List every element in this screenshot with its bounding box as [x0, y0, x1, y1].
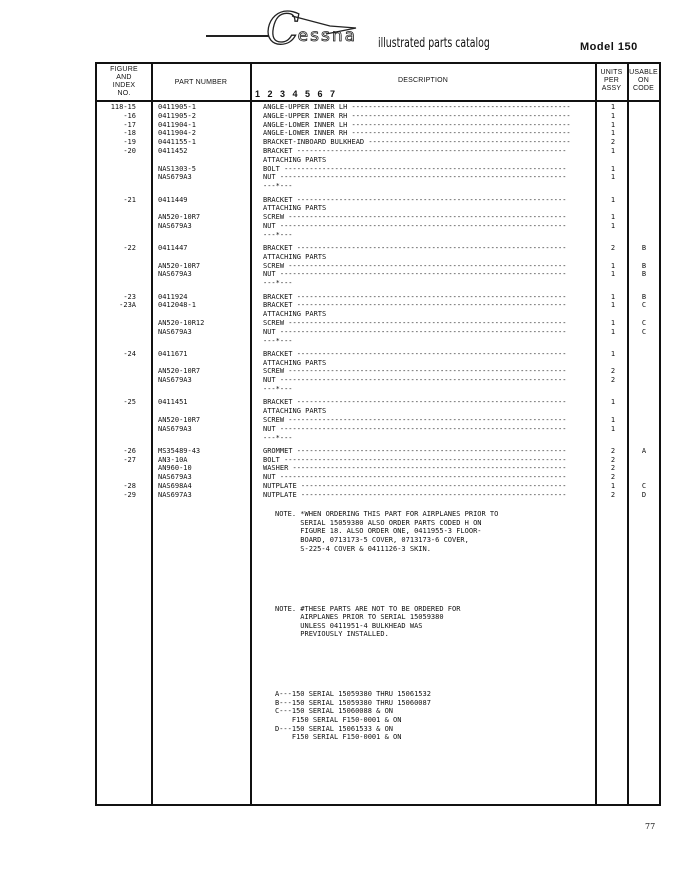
header-text: NO. [117, 90, 131, 97]
table-row [0, 173, 674, 182]
table-row [0, 425, 674, 434]
table-row [0, 182, 674, 191]
header-text: FIGURE [110, 66, 138, 73]
description-cell: ATTACHING PARTS [263, 155, 327, 164]
table-row [0, 447, 674, 456]
description-cell: ATTACHING PARTS [263, 310, 327, 319]
header-text: PER [604, 77, 619, 84]
page-number: 77 [645, 822, 656, 831]
header-rule [206, 35, 270, 37]
header-divider [95, 100, 661, 102]
usable-code-cell: B [641, 261, 647, 270]
description-cell: BRACKET ---------------------------------------------------------------- [263, 292, 567, 301]
usable-code-cell: C [641, 327, 647, 336]
table-row [0, 310, 674, 319]
table-row [0, 196, 674, 205]
description-cell: NUT -------------------------------------------------------------------- [263, 424, 567, 433]
table-row [0, 279, 674, 288]
description-cell: SCREW ------------------------------------------------------------------ [263, 261, 567, 270]
table-row [0, 253, 674, 262]
usable-code-cell: B [641, 244, 647, 252]
part-number-cell: AN520-10R7 [158, 367, 201, 376]
usable-code-cell: D [641, 490, 647, 499]
units-per-assy-cell: 1 [610, 424, 616, 433]
table-row [0, 204, 674, 213]
table-row [0, 319, 674, 328]
part-number-cell: NAS679A3 [158, 376, 192, 385]
description-cell: BRACKET ---------------------------------------------------------------- [263, 398, 567, 407]
units-per-assy-cell: 1 [610, 129, 616, 138]
part-number-cell: AN520-10R7 [158, 213, 201, 222]
header-text: USABLE [629, 69, 658, 76]
units-per-assy-cell: 2 [610, 367, 616, 376]
units-per-assy-cell: 1 [610, 415, 616, 424]
table-row [0, 293, 674, 302]
model-label: Model 150 [580, 41, 638, 53]
table-row [0, 129, 674, 138]
part-number-cell: 0411452 [158, 147, 188, 155]
units-per-assy-cell: 2 [610, 490, 616, 499]
table-row [0, 456, 674, 465]
part-number-cell: NAS679A3 [158, 473, 192, 482]
units-per-assy-cell: 1 [610, 195, 616, 204]
table-row [0, 398, 674, 407]
description-cell: ---*--- [263, 336, 293, 345]
description-column-header: DESCRIPTION [397, 77, 449, 84]
part-number-cell: NAS679A3 [158, 221, 192, 230]
usable-code-cell: C [641, 318, 647, 327]
table-row [0, 103, 674, 112]
units-per-assy-cell: 1 [610, 270, 616, 279]
figure-index-cell: -26 [123, 446, 136, 455]
units-per-assy-cell: 1 [610, 213, 616, 222]
description-cell: NUTPLATE --------------------------------------------------------------- [263, 482, 567, 490]
figure-index-cell: -27 [123, 455, 136, 464]
catalog-title: illustrated parts catalog [378, 36, 490, 51]
table-row [0, 337, 674, 346]
figure-index-cell: -29 [123, 490, 136, 499]
units-column-header [596, 69, 627, 93]
units-per-assy-cell: 1 [610, 292, 616, 301]
header-text: CODE [632, 85, 655, 92]
table-row [0, 473, 674, 482]
description-cell: ---*--- [263, 182, 293, 191]
part-number-cell: AN520-10R7 [158, 261, 201, 270]
part-number-cell: AN960-10 [158, 464, 192, 473]
figure-index-cell: -23A [119, 301, 136, 310]
usable-code-cell: C [641, 301, 647, 310]
note-restriction: NOTE. #THESE PARTS ARE NOT TO BE ORDERED FOR AIRPLANES PRIOR TO SERIAL 15059380 UNLESS 0411951-4 BULKHEAD WAS PREVIOUSLY INSTALLED. [275, 604, 461, 639]
description-cell: BRACKET ---------------------------------------------------------------- [263, 349, 567, 358]
figure-index-cell: -17 [123, 120, 136, 129]
table-row [0, 222, 674, 231]
units-per-assy-cell: 1 [610, 482, 616, 490]
header-text: ON [638, 77, 649, 84]
description-cell: BRACKET ---------------------------------------------------------------- [263, 301, 567, 310]
part-number-cell: NAS679A3 [158, 424, 192, 433]
header-text: UNITS [600, 69, 623, 76]
figure-index-cell: -28 [123, 482, 136, 490]
description-cell: BOLT ------------------------------------------------------------------- [263, 164, 567, 173]
part-number-cell: 0411449 [158, 195, 188, 204]
units-per-assy-cell: 2 [610, 446, 616, 455]
figure-column-header [97, 66, 151, 98]
table-row [0, 328, 674, 337]
table-row [0, 213, 674, 222]
description-cell: BRACKET ---------------------------------------------------------------- [263, 244, 567, 252]
table-row [0, 156, 674, 165]
description-cell: ATTACHING PARTS [263, 358, 327, 367]
description-cell: SCREW ------------------------------------------------------------------ [263, 213, 567, 222]
table-row [0, 112, 674, 121]
table-row [0, 270, 674, 279]
table-row [0, 407, 674, 416]
table-row [0, 350, 674, 359]
units-per-assy-cell: 2 [610, 376, 616, 385]
units-per-assy-cell: 1 [610, 111, 616, 120]
description-cell: ---*--- [263, 230, 293, 239]
part-number-column-header: PART NUMBER [174, 79, 228, 86]
part-number-cell: NAS1303-5 [158, 164, 196, 173]
units-per-assy-cell: 2 [610, 473, 616, 482]
part-number-cell: 0411904-1 [158, 120, 196, 129]
units-per-assy-cell: 1 [610, 164, 616, 173]
table-row [0, 262, 674, 271]
description-cell: ANGLE-LOWER INNER LH ---------------------------------------------------- [263, 120, 571, 129]
figure-index-cell: -20 [123, 147, 136, 155]
usable-code-cell: C [641, 482, 647, 490]
description-cell: ATTACHING PARTS [263, 252, 327, 261]
logo-swoosh-icon [290, 14, 358, 36]
table-row [0, 121, 674, 130]
units-per-assy-cell: 1 [610, 301, 616, 310]
description-cell: BRACKET-INBOARD BULKHEAD ------------------------------------------------ [263, 138, 571, 147]
table-row [0, 138, 674, 147]
table-row [0, 385, 674, 394]
code-column-header [627, 69, 660, 93]
part-number-cell: 0411451 [158, 398, 188, 407]
table-row [0, 464, 674, 473]
description-cell: WASHER ----------------------------------------------------------------- [263, 464, 567, 473]
part-number-cell: NAS697A3 [158, 490, 192, 499]
usable-code-cell: B [641, 292, 647, 301]
description-cell: NUTPLATE --------------------------------------------------------------- [263, 490, 567, 499]
description-cell: BOLT ------------------------------------------------------------------- [263, 455, 567, 464]
description-cell: ATTACHING PARTS [263, 204, 327, 213]
header-text: AND [116, 74, 132, 81]
description-cell: BRACKET ---------------------------------------------------------------- [263, 147, 567, 155]
description-cell: SCREW ------------------------------------------------------------------ [263, 318, 567, 327]
part-number-cell: 0411905-1 [158, 103, 196, 111]
units-per-assy-cell: 1 [610, 221, 616, 230]
figure-index-cell: -24 [123, 349, 136, 358]
part-number-cell: NAS679A3 [158, 270, 192, 279]
units-per-assy-cell: 1 [610, 349, 616, 358]
units-per-assy-cell: 2 [610, 244, 616, 252]
part-number-cell: NAS679A3 [158, 173, 192, 182]
part-number-cell: 0411904-2 [158, 129, 196, 138]
description-cell: NUT -------------------------------------------------------------------- [263, 221, 567, 230]
figure-index-cell: -21 [123, 195, 136, 204]
table-row [0, 367, 674, 376]
units-per-assy-cell: 1 [610, 103, 616, 111]
part-number-cell: NAS698A4 [158, 482, 192, 490]
figure-index-cell: -18 [123, 129, 136, 138]
description-cell: NUT -------------------------------------------------------------------- [263, 473, 567, 482]
description-cell: NUT -------------------------------------------------------------------- [263, 327, 567, 336]
units-per-assy-cell: 1 [610, 327, 616, 336]
description-cell: ---*--- [263, 279, 293, 288]
part-number-cell: AN520-10R7 [158, 415, 201, 424]
figure-index-cell: 118-15 [110, 103, 136, 111]
units-per-assy-cell: 1 [610, 261, 616, 270]
table-row [0, 301, 674, 310]
table-row [0, 416, 674, 425]
figure-index-cell: -23 [123, 292, 136, 301]
part-number-cell: NAS679A3 [158, 327, 192, 336]
table-row [0, 482, 674, 491]
table-row [0, 434, 674, 443]
description-cell: GROMMET ---------------------------------------------------------------- [263, 446, 567, 455]
part-number-cell: 0411671 [158, 349, 188, 358]
description-cell: ATTACHING PARTS [263, 407, 327, 416]
description-cell: ---*--- [263, 433, 293, 442]
table-row [0, 165, 674, 174]
table-row [0, 147, 674, 156]
description-cell: ANGLE-UPPER INNER RH ---------------------------------------------------- [263, 111, 571, 120]
description-cell: SCREW ------------------------------------------------------------------ [263, 415, 567, 424]
description-cell: ANGLE-LOWER INNER RH ---------------------------------------------------- [263, 129, 571, 138]
part-number-cell: 0411905-2 [158, 111, 196, 120]
description-cell: SCREW ------------------------------------------------------------------ [263, 367, 567, 376]
figure-index-cell: -22 [123, 244, 136, 252]
description-cell: NUT -------------------------------------------------------------------- [263, 173, 567, 182]
units-per-assy-cell: 1 [610, 398, 616, 407]
notes-block [275, 493, 498, 750]
units-per-assy-cell: 1 [610, 173, 616, 182]
description-cell: NUT -------------------------------------------------------------------- [263, 270, 567, 279]
part-number-cell: 0411924 [158, 292, 188, 301]
figure-index-cell: -19 [123, 138, 136, 147]
usable-on-codes: A---150 SERIAL 15059380 THRU 15061532 B---150 SERIAL 15059380 THRU 15060087 C---150 SERIAL 15060088 & ON F150 SERIAL F150-0001 & ON D---150 SERIAL 15061533 & ON F150 SERIAL F150-0001 & ON [275, 690, 431, 742]
figure-index-cell: -25 [123, 398, 136, 407]
units-per-assy-cell: 1 [610, 120, 616, 129]
units-per-assy-cell: 1 [610, 318, 616, 327]
part-number-cell: AN520-10R12 [158, 318, 205, 327]
table-row [0, 244, 674, 253]
usable-code-cell: A [641, 446, 647, 455]
table-row [0, 231, 674, 240]
logo-initial: C [266, 4, 300, 55]
description-cell: ANGLE-UPPER INNER LH ---------------------------------------------------- [263, 103, 571, 111]
part-number-cell: MS35489-43 [158, 446, 201, 455]
units-per-assy-cell: 2 [610, 138, 616, 147]
header-text: ASSY [601, 85, 622, 92]
note-ordering: NOTE. *WHEN ORDERING THIS PART FOR AIRPLANES PRIOR TO SERIAL 15059380 ALSO ORDER PARTS CODED H ON FIGURE 18. ALSO ORDER ONE, 0411955-3 FLOOR- BOARD, 0713173-5 COVER, 0713173-6 COVER, S-225-4 COVER & 0411126-3 SKIN. [275, 510, 499, 553]
indent-level-numbers: 1 2 3 4 5 6 7 [255, 89, 338, 99]
units-per-assy-cell: 2 [610, 464, 616, 473]
usable-code-cell: B [641, 270, 647, 279]
units-per-assy-cell: 2 [610, 455, 616, 464]
units-per-assy-cell: 1 [610, 147, 616, 155]
part-number-cell: 0411447 [158, 244, 188, 252]
logo-wordmark: essna [297, 26, 358, 46]
part-number-cell: 0441155-1 [158, 138, 196, 147]
description-cell: BRACKET ---------------------------------------------------------------- [263, 195, 567, 204]
table-row [0, 359, 674, 368]
header-text: INDEX [112, 82, 136, 89]
description-cell: ---*--- [263, 385, 293, 393]
table-row [0, 376, 674, 385]
description-cell: NUT -------------------------------------------------------------------- [263, 376, 567, 385]
figure-index-cell: -16 [123, 111, 136, 120]
part-number-cell: 0412048-1 [158, 301, 196, 310]
part-number-cell: AN3-10A [158, 455, 188, 464]
